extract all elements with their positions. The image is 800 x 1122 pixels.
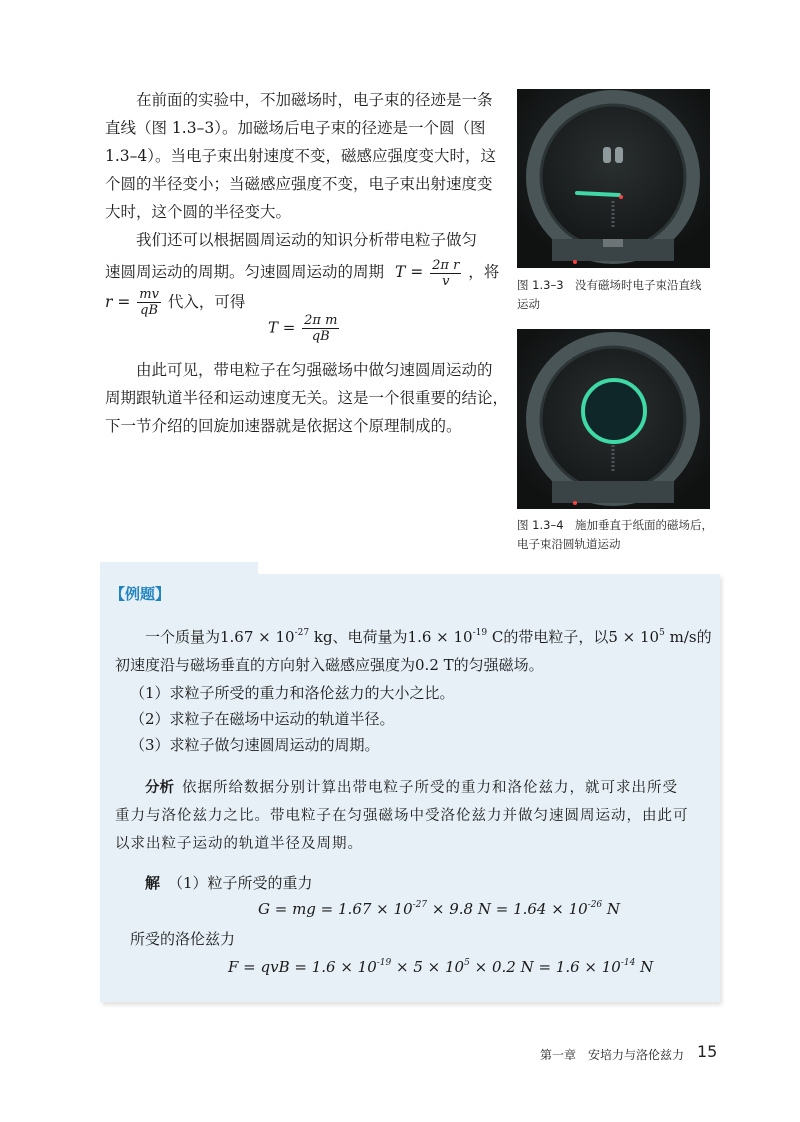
paragraph-1-line: 直线（图 1.3–3）。加磁场后电子束的径迹是一个圆（图	[105, 119, 486, 137]
paragraph-1-line: 个圆的半径变小；当磁感应强度不变，电子束出射速度变	[105, 175, 493, 193]
substitute-text: 代入，可得	[167, 292, 246, 311]
analysis-text: 依据所给数据分别计算出带电粒子所受的重力和洛伦兹力，就可求出所受	[182, 780, 678, 796]
paragraph-3-line: 由此可见，带电粒子在匀强磁场中做匀速圆周运动的	[136, 361, 493, 379]
formula-text: × 5 × 10	[391, 958, 465, 976]
caption-line: 运动	[517, 297, 540, 311]
paragraph-3-line: 下一节介绍的回旋加速器就是依据这个原理制成的。	[105, 417, 462, 435]
paragraph-1-line: 大时，这个圆的半径变大。	[105, 203, 292, 221]
radius-numerator: mv	[139, 287, 159, 302]
chapter-footer: 第一章 安培力与洛伦兹力	[540, 1048, 685, 1062]
period-denominator: v	[442, 273, 450, 289]
problem-text: m/s的	[664, 628, 712, 646]
analysis-label: 分析	[145, 780, 174, 796]
example-problem-line-2: 初速度沿与磁场垂直的方向射入磁感应强度为0.2 T的匀强磁场。	[115, 656, 544, 674]
problem-exponent: 5	[659, 628, 665, 638]
solution-line	[145, 870, 313, 897]
period-fraction	[430, 259, 461, 288]
gravity-formula	[258, 900, 620, 918]
formula-text: G = mg = 1.67 × 10	[258, 900, 413, 918]
formula-text: F = qvB = 1.6 × 10	[228, 958, 377, 976]
solution-step: （1）粒子所受的重力	[168, 874, 313, 892]
result-fraction	[302, 314, 339, 343]
problem-exponent: -19	[472, 628, 488, 638]
paragraph-1-line: 在前面的实验中，不加磁场时，电子束的径迹是一条	[136, 91, 493, 109]
formula-text: N	[635, 958, 654, 976]
period-lhs: T =	[394, 263, 424, 281]
paragraph-2-line	[105, 288, 499, 318]
problem-text: kg、电荷量为1.6 × 10	[309, 628, 473, 646]
period-result-formula	[268, 314, 341, 343]
figure-straight-beam	[517, 89, 710, 268]
caption-line: 图 1.3–3 没有磁场时电子束沿直线	[517, 278, 702, 292]
figure-2-caption	[517, 516, 713, 554]
example-title: 【例题】	[110, 585, 171, 603]
formula-exponent: 5	[464, 958, 470, 968]
paragraph-2-line: 我们还可以根据圆周运动的知识分析带电粒子做匀	[136, 231, 478, 249]
problem-text: 一个质量为1.67 × 10	[145, 628, 295, 646]
figure-1-caption	[517, 276, 702, 314]
page-number: 15	[697, 1042, 718, 1061]
result-denominator: qB	[311, 329, 330, 344]
paragraph-1-line: 1.3–4）。当电子束出射速度不变，磁感应强度变大时，这	[105, 147, 497, 165]
period-text: 速圆周运动的周期。匀速圆周运动的周期	[105, 263, 385, 281]
problem-text: C的带电粒子，以5 × 10	[487, 628, 660, 646]
formula-exponent: -14	[620, 958, 636, 968]
problem-exponent: -27	[294, 628, 310, 638]
formula-text: × 0.2 N = 1.6 × 10	[469, 958, 621, 976]
analysis-line-1	[145, 774, 678, 803]
question-2: （2）求粒子在磁场中运动的轨道半径。	[130, 710, 395, 728]
period-suffix: ，将	[468, 263, 500, 281]
lorentz-label: 所受的洛伦兹力	[130, 930, 236, 948]
paragraph-3-line: 周期跟轨道半径和运动速度无关。这是一个很重要的结论，	[105, 389, 509, 407]
formula-exponent: -19	[376, 958, 392, 968]
radius-denominator: qB	[140, 303, 159, 318]
question-3: （3）求粒子做匀速圆周运动的周期。	[130, 736, 380, 754]
paragraph-2	[105, 226, 499, 317]
period-numerator: 2π r	[432, 257, 460, 273]
formula-exponent: -26	[587, 900, 603, 910]
solution-label: 解	[145, 874, 161, 892]
analysis-line-3: 以求出粒子运动的轨道半径及周期。	[115, 836, 363, 852]
formula-text: × 9.8 N = 1.64 × 10	[427, 900, 588, 918]
example-problem-line-1	[145, 624, 712, 651]
radius-lhs: r =	[105, 292, 131, 311]
result-lhs: T =	[268, 318, 296, 337]
radius-fraction	[137, 288, 161, 317]
question-1: （1）求粒子所受的重力和洛伦兹力的大小之比。	[130, 684, 455, 702]
caption-line: 电子束沿圆轨道运动	[517, 537, 621, 551]
caption-line: 图 1.3–4 施加垂直于纸面的磁场后，	[517, 518, 714, 532]
formula-text: N	[602, 900, 621, 918]
lorentz-formula	[228, 958, 653, 976]
formula-exponent: -27	[412, 900, 428, 910]
paragraph-3	[105, 356, 508, 440]
analysis-line-2: 重力与洛伦兹力之比。带电粒子在匀强磁场中受洛伦兹力并做匀速圆周运动，由此可	[115, 808, 689, 824]
paragraph-1	[105, 86, 496, 226]
figure-circular-beam	[517, 329, 710, 509]
result-numerator: 2π m	[304, 313, 338, 328]
paragraph-2-line	[105, 258, 499, 288]
